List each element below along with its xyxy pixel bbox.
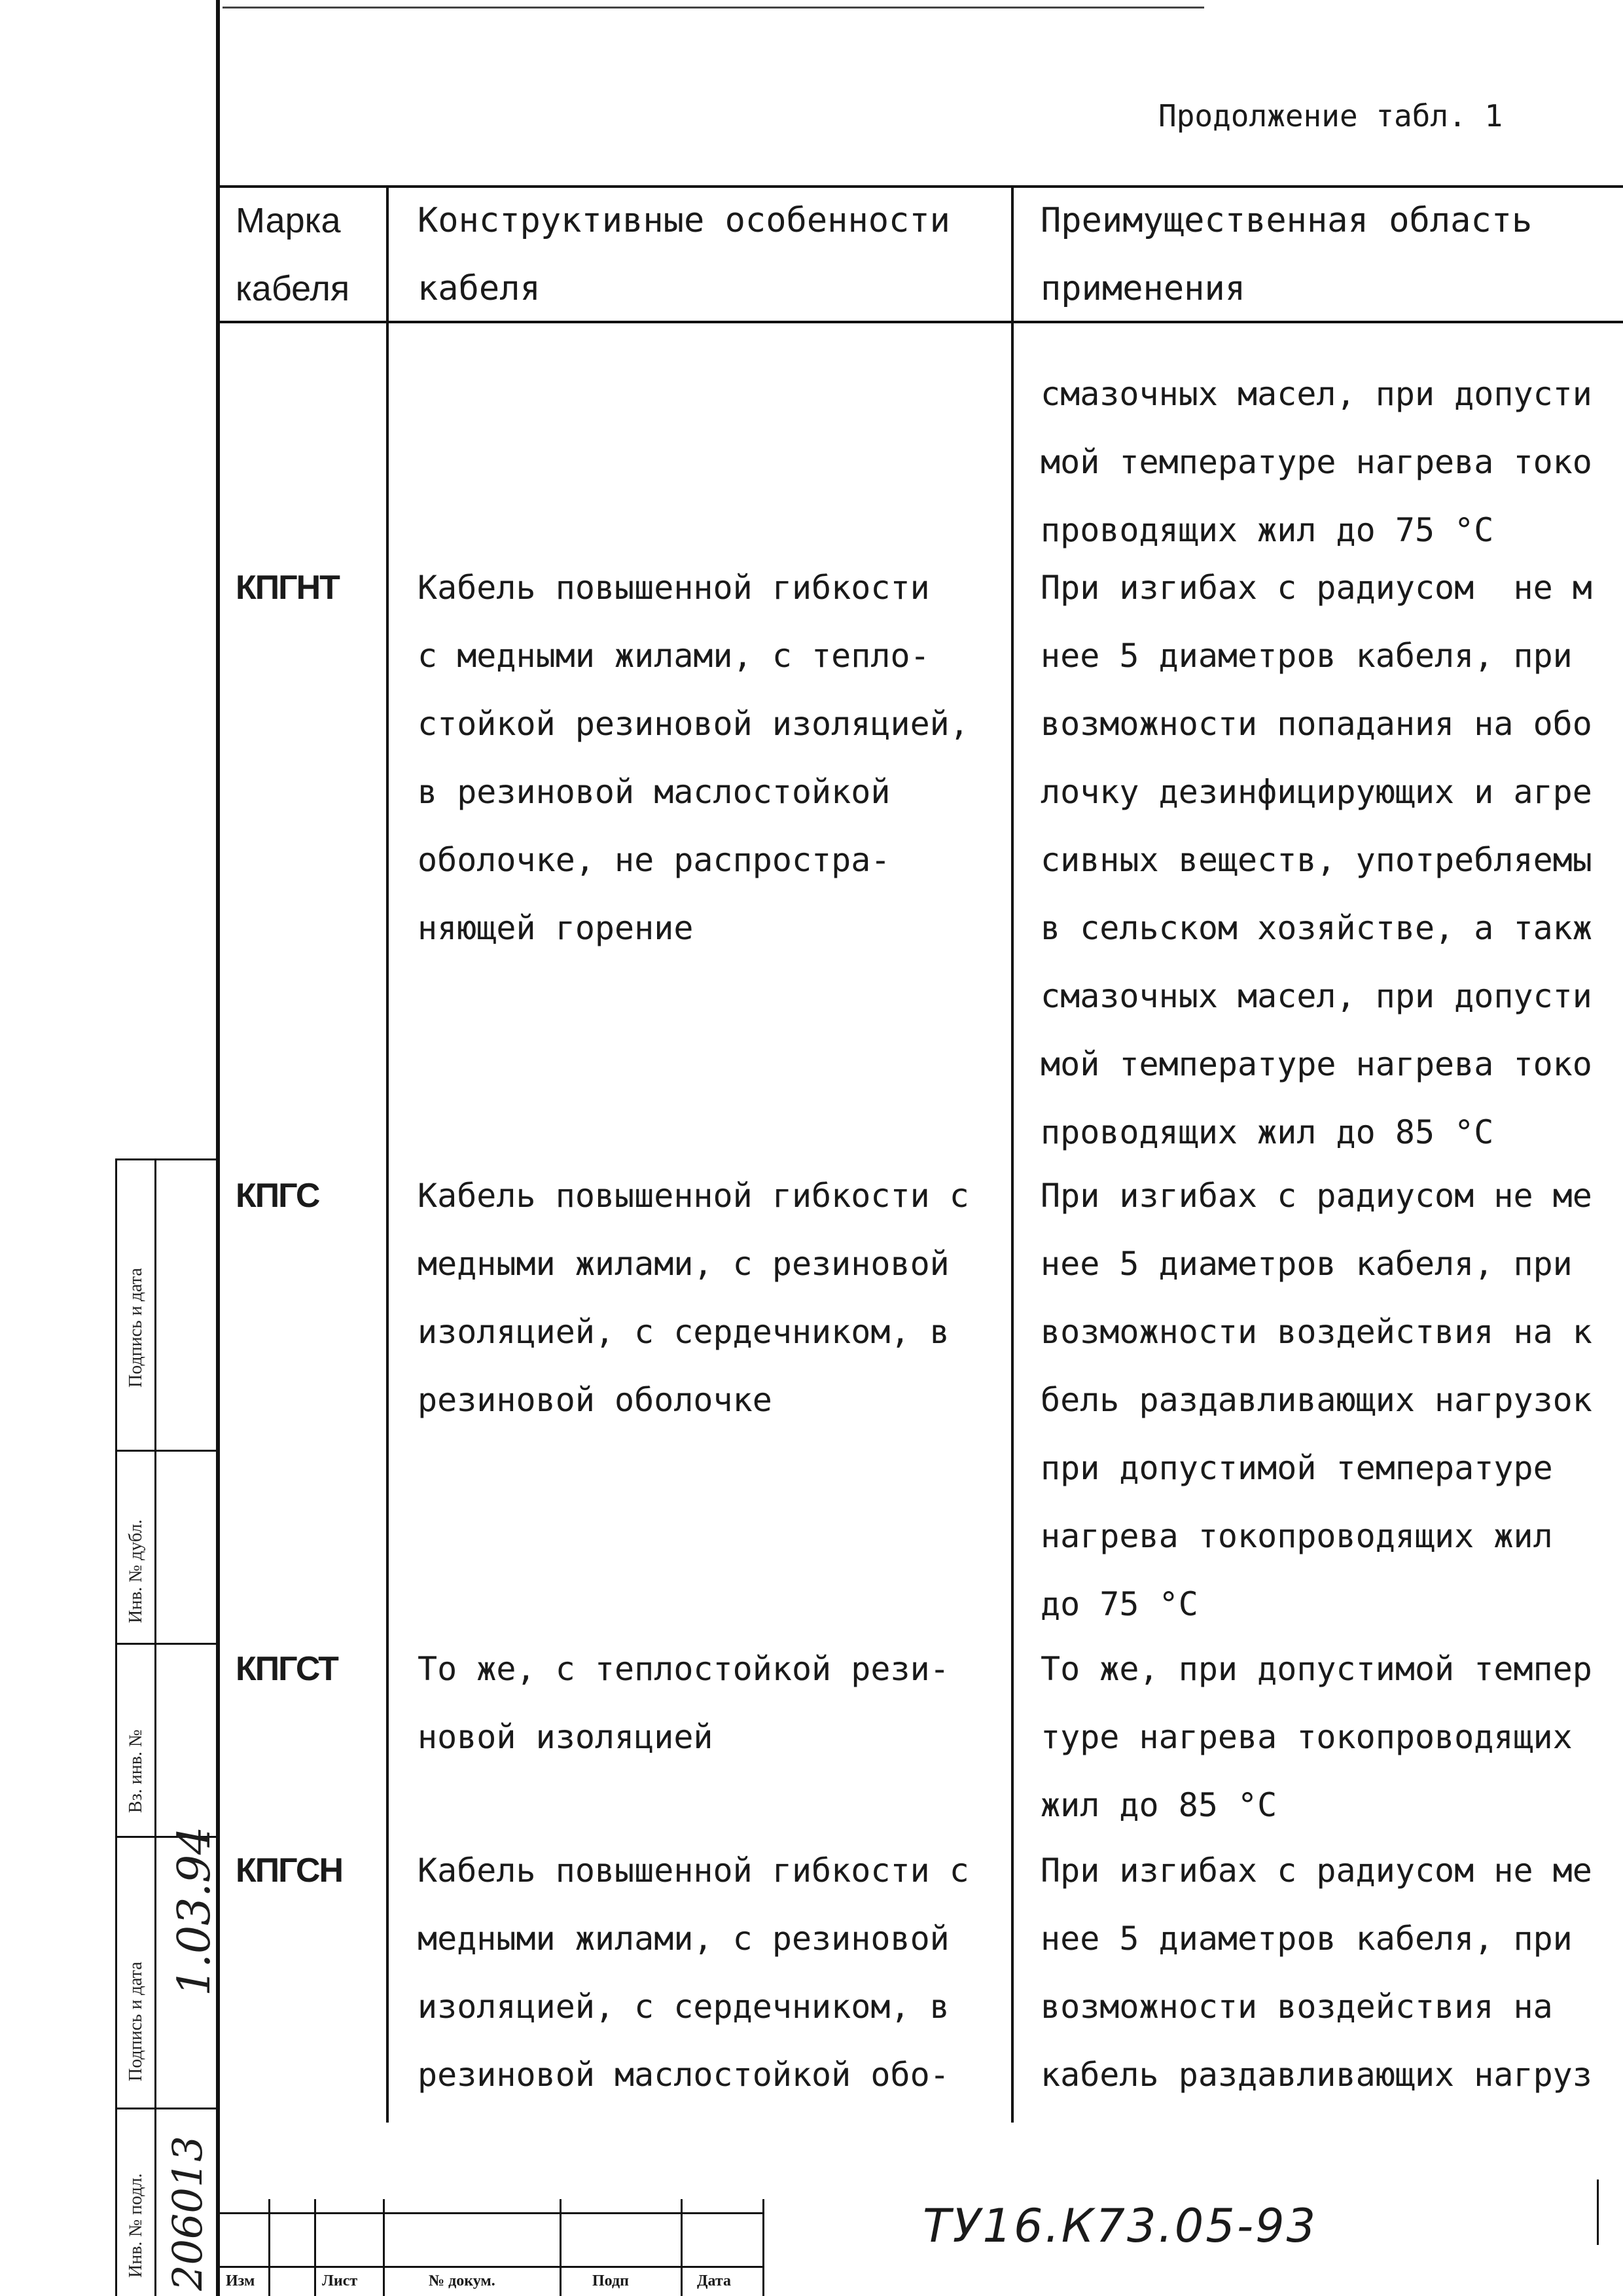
row-area-line: в сельском хозяйстве, а такж [1041, 909, 1592, 947]
header-design-1: Конструктивные особенности [418, 201, 950, 240]
row-area-line: мой температуре нагрева токо [1041, 1045, 1592, 1083]
row-mark: КПГСН [236, 1852, 343, 1890]
row-mark: КПГСТ [236, 1650, 338, 1688]
row-design-line: Кабель повышенной гибкости [418, 569, 930, 607]
row-area-line: нее 5 диаметров кабеля, при [1041, 1245, 1573, 1283]
title-block-divider [383, 2199, 385, 2296]
title-block-divider [560, 2199, 562, 2296]
stamp-vline-outer [115, 1158, 117, 2296]
row-area-line: нее 5 диаметров кабеля, при [1041, 1920, 1573, 1958]
stamp-label-replacement-inventory: Вз. инв. № [126, 1729, 146, 1813]
title-block-label-signature: Подп [592, 2272, 629, 2289]
handwritten-inventory-number: 206013 [164, 2136, 211, 2291]
stamp-hline [115, 2108, 220, 2109]
row-design-line: изоляцией, с сердечником, в [418, 1988, 950, 2026]
row-area-line: При изгибах с радиусом не ме [1041, 1852, 1592, 1890]
row-area-line: То же, при допустимой темпер [1041, 1650, 1592, 1688]
row-design-line: медными жилами, с резиновой [418, 1920, 950, 1958]
header-area-2: применения [1041, 269, 1246, 308]
row-design-line: резиновой маслостойкой обо- [418, 2056, 950, 2094]
continuation-label: Продолжение табл. 1 [1158, 98, 1503, 134]
stamp-hline [115, 1643, 220, 1645]
stamp-label-signature-date: Подпись и дата [126, 1268, 146, 1388]
row-area-line: туре нагрева токопроводящих [1041, 1718, 1573, 1756]
row-mark: КПГНТ [236, 569, 339, 607]
row-area-line: лочку дезинфицирующих и агре [1041, 773, 1592, 811]
row-area-line: возможности воздействия на [1041, 1988, 1553, 2026]
row-area-line: смазочных масел, при допусти [1041, 977, 1592, 1015]
row-design-line: стойкой резиновой изоляцией, [418, 705, 969, 743]
document-code: ТУ16.К73.05-93 [923, 2199, 1318, 2253]
table-col-divider-2 [1011, 185, 1014, 2123]
row-area-line: жил до 85 °С [1041, 1786, 1277, 1824]
row-area-line: до 75 °С [1041, 1585, 1198, 1623]
row-design-line: няющей горение [418, 909, 694, 947]
row-area-line: сивных веществ, употребляемы [1041, 841, 1592, 879]
continued-area-line: смазочных масел, при допусти [1041, 375, 1592, 413]
continued-area-line: проводящих жил до 75 °С [1041, 511, 1494, 549]
stamp-label-signature-date-2: Подпись и дата [126, 1962, 146, 2081]
row-area-line: проводящих жил до 85 °С [1041, 1113, 1494, 1151]
row-area-line: При изгибах с радиусом не ме [1041, 1177, 1592, 1215]
row-area-line: возможности попадания на обо [1041, 705, 1592, 743]
stamp-vline-inner [154, 1158, 156, 2296]
handwritten-date: 1.03.94 [169, 1826, 221, 1996]
title-block-divider [681, 2199, 683, 2296]
row-design-line: Кабель повышенной гибкости с [418, 1852, 969, 1890]
header-mark-1: Марка [236, 201, 341, 240]
header-area-1: Преимущественная область [1041, 201, 1533, 240]
row-area-line: нее 5 диаметров кабеля, при [1041, 637, 1573, 675]
title-block-label-date: Дата [697, 2272, 731, 2289]
row-design-line: с медными жилами, с тепло- [418, 637, 930, 675]
row-mark: КПГС [236, 1177, 319, 1215]
row-design-line: изоляцией, с сердечником, в [418, 1313, 950, 1351]
stamp-hline [115, 1158, 220, 1160]
row-area-line: кабель раздавливающих нагруз [1041, 2056, 1592, 2094]
title-block-label-document: № докум. [429, 2272, 495, 2289]
row-design-line: медными жилами, с резиновой [418, 1245, 950, 1283]
row-design-line: Кабель повышенной гибкости с [418, 1177, 969, 1215]
title-block-divider [314, 2199, 316, 2296]
row-area-line: при допустимой температуре [1041, 1449, 1553, 1487]
row-design-line: оболочке, не распростра- [418, 841, 891, 879]
title-block-label-sheet: Лист [322, 2272, 358, 2289]
top-frame-line [223, 7, 1204, 9]
row-design-line: в резиновой маслостойкой [418, 773, 891, 811]
stamp-hline [115, 1450, 220, 1452]
header-mark-2: кабеля [236, 269, 350, 308]
row-area-line: нагрева токопроводящих жил [1041, 1517, 1553, 1555]
title-block-divider [268, 2199, 270, 2296]
title-block-divider [762, 2199, 764, 2296]
row-area-line: При изгибах с радиусом не м [1041, 569, 1592, 607]
header-design-2: кабеля [418, 269, 541, 308]
row-area-line: бель раздавливающих нагрузок [1041, 1381, 1592, 1419]
title-block-right-mark [1597, 2179, 1599, 2245]
stamp-label-duplicate-inventory: Инв. № дубл. [126, 1519, 146, 1623]
row-area-line: возможности воздействия на к [1041, 1313, 1592, 1351]
stamp-label-original-inventory: Инв. № подл. [126, 2173, 146, 2278]
continued-area-line: мой температуре нагрева токо [1041, 443, 1592, 481]
table-col-divider-1 [386, 185, 389, 2123]
title-block-label-change: Изм [226, 2272, 255, 2289]
row-design-line: То же, с теплостойкой рези- [418, 1650, 950, 1688]
row-design-line: резиновой оболочке [418, 1381, 772, 1419]
row-design-line: новой изоляцией [418, 1718, 713, 1756]
